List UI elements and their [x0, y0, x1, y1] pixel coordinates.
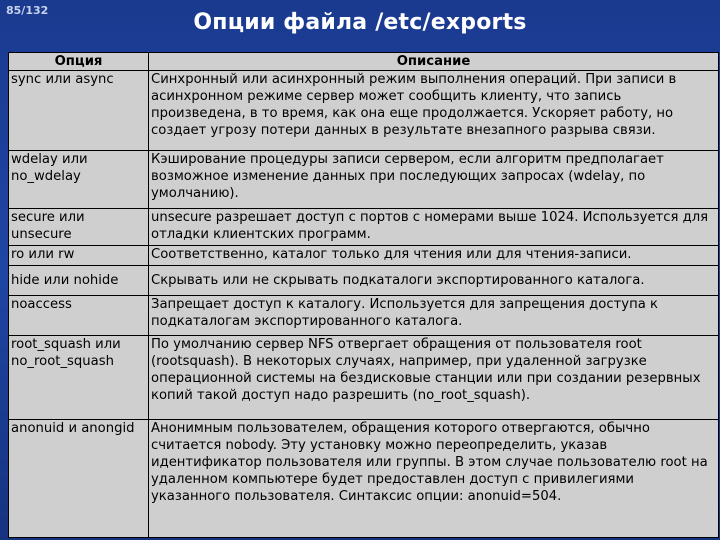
option-cell: noaccess: [9, 296, 149, 336]
description-cell: Запрещает доступ к каталогу. Используется для запрещения доступа к подкаталогам экспортированного каталога.: [149, 296, 719, 336]
description-cell: unsecure разрешает доступ с портов с номерами выше 1024. Используется для отладки клиентских программ.: [149, 209, 719, 246]
table-row: [9, 71, 719, 151]
description-cell: Скрывать или не скрывать подкаталоги экспортированного каталога.: [149, 266, 719, 296]
table-row: [9, 209, 719, 246]
description-cell: Анонимным пользователем, обращения которого отвергаются, обычно считается nobody. Эту установку можно переопределить, указав идентификатор пользователя или группы. В этом случае пользователю root на удаленном компьютере будет предоставлен доступ с привилегиями указанного пользователя. Синтаксис опции: anonuid=504.: [149, 420, 719, 538]
options-table: [8, 52, 719, 538]
description-cell: Соответственно, каталог только для чтения или для чтения-записи.: [149, 246, 719, 266]
table-row: [9, 420, 719, 538]
table-row: [9, 151, 719, 209]
option-cell: hide или nohide: [9, 266, 149, 296]
option-cell: anonuid и anongid: [9, 420, 149, 538]
options-table-container: [8, 52, 718, 538]
option-cell: root_squash или no_root_squash: [9, 336, 149, 420]
table-header-row: [9, 53, 719, 71]
header-description: Описание: [149, 53, 719, 71]
option-cell: wdelay или no_wdelay: [9, 151, 149, 209]
option-cell: secure или unsecure: [9, 209, 149, 246]
description-cell: Кэширование процедуры записи сервером, если алгоритм предполагает возможное изменение данных при последующих запросах (wdelay, по умолчанию).: [149, 151, 719, 209]
option-cell: sync или async: [9, 71, 149, 151]
slide-number: 85/132: [6, 4, 49, 17]
description-cell: По умолчанию сервер NFS отвергает обращения от пользователя root (rootsquash). В некоторых случаях, например, при удаленной загрузке операционной системы на бездисковые станции или при создании резервных копий такой доступ надо разрешить (no_root_squash).: [149, 336, 719, 420]
description-cell: Синхронный или асинхронный режим выполнения операций. При записи в асинхронном режиме сервер может сообщить клиенту, что запись произведена, в то время, как она еще продолжается. Ускоряет работу, но создает угрозу потери данных в результате внезапного разрыва связи.: [149, 71, 719, 151]
table-row: [9, 266, 719, 296]
table-row: [9, 246, 719, 266]
option-cell: ro или rw: [9, 246, 149, 266]
table-row: [9, 296, 719, 336]
header-option: Опция: [9, 53, 149, 71]
slide-title: Опции файла /etc/exports: [193, 10, 527, 35]
table-row: [9, 336, 719, 420]
